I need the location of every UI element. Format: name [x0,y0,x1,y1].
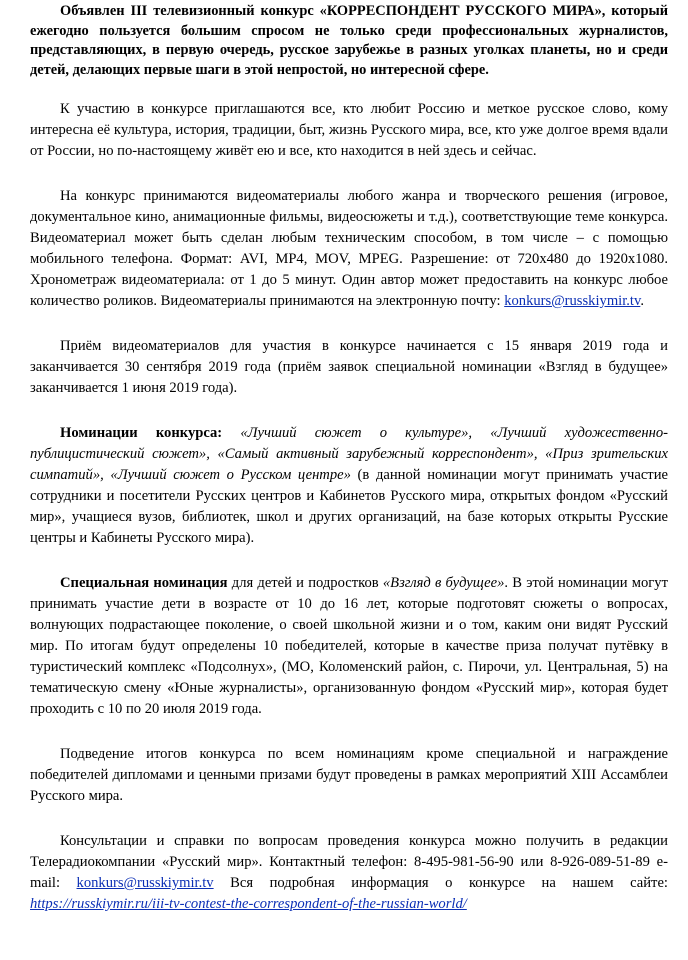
requirements-end: . [640,293,644,309]
paragraph-results: Подведение итогов конкурса по всем номинациям кроме специальной и награждение победителей дипломами и ценными призами будут проведены в рамках мероприятий XIII Ассамблеи Русского мира. [30,746,668,804]
special-nomination-name: «Взгляд в будущее» [382,575,505,591]
paragraph-dates: Приём видеоматериалов для участия в конкурсе начинается с 15 января 2019 года и заканчивается 30 сентября 2019 года (приём заявок специальной номинации «Взгляд в будущее» заканчивается 1 июня 2019 года). [30,338,668,396]
special-nomination-pre: для детей и подростков [227,575,383,591]
nominations-note: (в данной номинации могут принимать участие сотрудники и посетители Русских центров и Кабинетов Русского мира, открытых фондом «Русский мир», учащиеся вузов, библиотек, школ и других организаций, на базе которых открыты Русские центры и Кабинеты Русского мира). [30,467,668,546]
paragraph-requirements [30,186,668,312]
contact-email-link[interactable]: konkurs@russkiymir.tv [76,875,214,891]
email-link[interactable]: konkurs@russkiymir.tv [504,293,641,309]
contacts-text: Консультации и справки по вопросам проведения конкурса можно получить в редакции Телерадиокомпании «Русский мир». Контактный телефон: 8-495-981-56-90 или 8-926-089-51-89 e-mail: [30,833,668,891]
special-nomination-text: . В этой номинации могут принимать участие дети в возрасте от 10 до 16 лет, которые подготовят сюжеты о вопросах, волнующих подрастающее поколение, о своей школьной жизни и о том, каким они видят Русский мир. По итогам будут определены 10 победителей, которые в качестве приза получат путёвку в туристический комплекс «Подсолнух», (МО, Коломенский район, с. Пирочи, ул. Центральная, 5) на тематическую смену «Юные журналисты», организованную фондом «Русский мир», которая будет проходить с 10 по 20 июля 2019 года. [30,575,668,717]
announcement-title: Объявлен III телевизионный конкурс «КОРРЕСПОНДЕНТ РУССКОГО МИРА», который ежегодно пользуется большим спросом не только среди профессиональных журналистов, представляющих, в первую очередь, русское зарубежье в разных уголках планеты, но и среди детей, делающих первые шаги в этой непростой, но интересной сфере. [30,3,668,78]
paragraph-participants: К участию в конкурсе приглашаются все, кто любит Россию и меткое русское слово, кому интересна её культура, история, традиции, быт, жизнь Русского мира, все, кто уже долгое время вдали от России, но по-настоящему живёт ею и все, кто находится в ней здесь и сейчас. [30,101,668,159]
contacts-mid: Вся подробная информация о конкурсе на нашем сайте: [213,875,668,891]
nominations-label: Номинации конкурса: [60,425,223,441]
paragraph-nominations [30,423,668,549]
special-nomination-label: Специальная номинация [60,575,228,591]
paragraph-contacts [30,831,668,915]
requirements-text: На конкурс принимаются видеоматериалы любого жанра и творческого решения (игровое, документальное кино, анимационные фильмы, видеосюжеты и т.д.), соответствующие теме конкурса. Видеоматериал может быть сделан любым техническим способом, в том числе – с помощью мобильного телефона. Формат: AVI, MP4, MOV, MPEG. Разрешение: от 720х480 до 1920х1080. Хронометраж видеоматериала: от 1 до 5 минут. Один автор может предоставить на конкурс любое количество роликов. Видеоматериалы принимаются на электронную почту: [30,188,668,309]
website-link[interactable]: https://russkiymir.ru/iii-tv-contest-the-correspondent-of-the-russian-world/ [30,896,467,912]
nominations-list: «Лучший сюжет о культуре», «Лучший художественно-публицистический сюжет», «Самый активный зарубежный корреспондент», «Приз зрительских симпатий», «Лучший сюжет о Русском центре» [30,425,668,483]
paragraph-special-nomination [30,573,668,720]
